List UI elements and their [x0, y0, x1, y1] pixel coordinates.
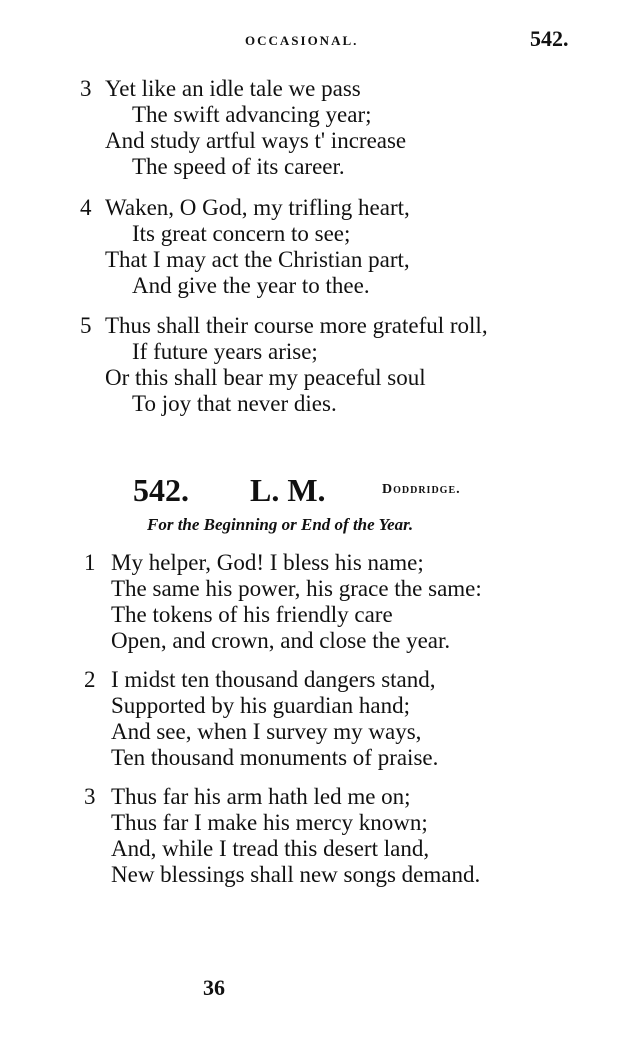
hymn-number: 542. — [133, 472, 189, 508]
verse-line: Ten thousand monuments of praise. — [111, 745, 439, 770]
verse-line: Or this shall bear my peaceful soul — [105, 365, 426, 390]
verse-line: If future years arise; — [132, 339, 318, 364]
hymn-meter: L. M. — [250, 472, 326, 508]
verse-line: New blessings shall new songs demand. — [111, 862, 481, 887]
verse-line: And, while I tread this desert land, — [111, 836, 430, 861]
verse-line: Thus far I make his mercy known; — [111, 810, 428, 835]
hymn-author: Doddridge. — [382, 482, 461, 497]
verse-line: Open, and crown, and close the year. — [111, 628, 451, 653]
verse-line: And give the year to thee. — [132, 273, 370, 298]
verse-line: That I may act the Christian part, — [105, 247, 410, 272]
stanza-number: 3 — [80, 76, 92, 101]
stanza-number: 3 — [84, 784, 96, 809]
verse-line: Thus far his arm hath led me on; — [111, 784, 411, 809]
verse-line: I midst ten thousand dangers stand, — [111, 667, 436, 692]
verse-line: Its great concern to see; — [132, 221, 351, 246]
verse-line: Waken, O God, my trifling heart, — [105, 195, 410, 220]
stanza-number: 1 — [84, 550, 96, 575]
verse-line: To joy that never dies. — [132, 391, 337, 416]
verse-line: And study artful ways t' increase — [105, 128, 407, 153]
stanza-number: 2 — [84, 667, 96, 692]
hymn-subtitle: For the Beginning or End of the Year. — [147, 515, 414, 534]
verse-line: And see, when I survey my ways, — [111, 719, 422, 744]
verse-line: Supported by his guardian hand; — [111, 693, 410, 718]
verse-line: Yet like an idle tale we pass — [105, 76, 361, 101]
verse-line: The tokens of his friendly care — [111, 602, 393, 627]
verse-line: The same his power, his grace the same: — [111, 576, 482, 601]
signature-mark: 36 — [203, 975, 225, 1000]
verse-line: Thus shall their course more grateful roll, — [105, 313, 488, 338]
stanza-number: 5 — [80, 313, 92, 338]
verse-line: The speed of its career. — [132, 154, 345, 179]
running-header: OCCASIONAL. — [245, 33, 359, 48]
page-number: 542. — [530, 26, 569, 51]
verse-line: The swift advancing year; — [132, 102, 372, 127]
verse-line: My helper, God! I bless his name; — [111, 550, 424, 575]
stanza-number: 4 — [80, 195, 92, 220]
